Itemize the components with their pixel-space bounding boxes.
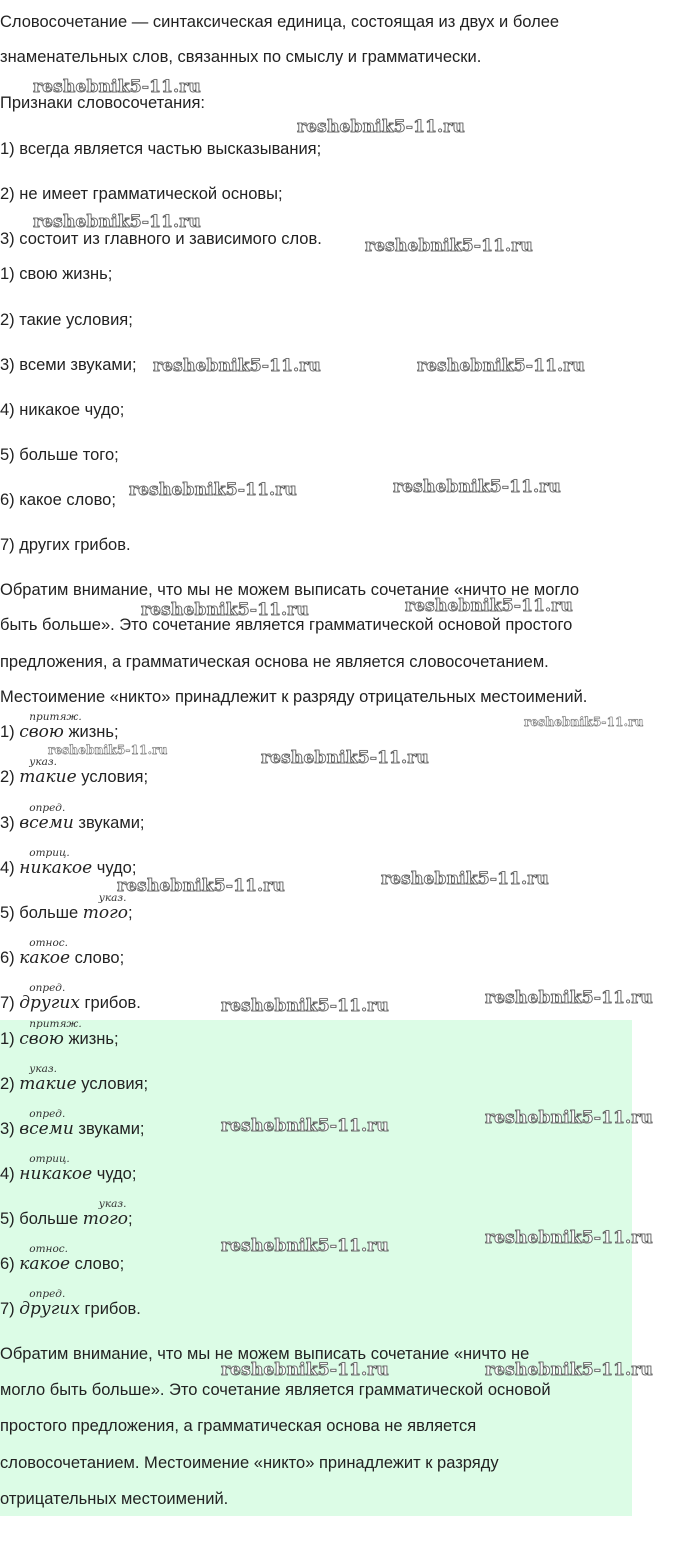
answer-annotated-item: 7) опред. других грибов. [0, 1299, 141, 1319]
answer-note-line: словосочетанием. Местоимение «никто» принадлежит к разряду [0, 1454, 499, 1472]
list-item: 7) других грибов. [0, 536, 131, 554]
watermark: reshebnik5-11.ru [485, 988, 653, 1008]
answer-annotated-item: 3) опред. всеми звуками; [0, 1119, 145, 1139]
annotated-word: свою [19, 722, 64, 742]
list-item: 1) свою жизнь; [0, 265, 113, 283]
annotated-item: 5) больше указ. того; [0, 903, 133, 923]
answer-annotated-item: 4) отриц. никакое чудо; [0, 1164, 136, 1184]
annotation-mark: отриц. [29, 1153, 70, 1165]
watermark: reshebnik5-11.ru [33, 77, 201, 97]
watermark: reshebnik5-11.ru [381, 869, 549, 889]
annotation-mark: опред. [29, 1108, 66, 1120]
answer-note-line: Обратим внимание, что мы не можем выписать сочетание «ничто не [0, 1345, 530, 1363]
annotated-item: 7) опред. других грибов. [0, 993, 141, 1013]
signs-title: Признаки словосочетания: [0, 94, 205, 112]
watermark: reshebnik5-11.ru [221, 1236, 389, 1256]
sign-item: 1) всегда является частью высказывания; [0, 140, 322, 158]
annotated-item: 6) относ. какое слово; [0, 948, 124, 968]
definition-line-2: знаменательных слов, связанных по смыслу и грамматически. [0, 48, 482, 66]
watermark: reshebnik5-11.ru [117, 876, 285, 896]
watermark: reshebnik5-11.ru [485, 1360, 653, 1380]
note-line: Обратим внимание, что мы не можем выписать сочетание «ничто не могло [0, 581, 580, 599]
annotation-mark: притяж. [29, 711, 82, 723]
answer-annotated-item: 6) относ. какое слово; [0, 1254, 124, 1274]
annotation-mark: относ. [29, 1243, 68, 1255]
watermark: reshebnik5-11.ru [141, 600, 309, 620]
watermark: reshebnik5-11.ru [485, 1228, 653, 1248]
watermark: reshebnik5-11.ru [48, 743, 168, 757]
annotation-mark: опред. [29, 982, 66, 994]
watermark: reshebnik5-11.ru [417, 356, 585, 376]
note-line: Местоимение «никто» принадлежит к разряду отрицательных местоимений. [0, 688, 588, 706]
watermark: reshebnik5-11.ru [393, 477, 561, 497]
sign-item: 3) состоит из главного и зависимого слов. [0, 230, 322, 248]
annotation-mark: относ. [29, 937, 68, 949]
annotated-item: 1) притяж. свою жизнь; [0, 722, 119, 742]
note-line: предложения, а грамматическая основа не является словосочетанием. [0, 653, 549, 671]
list-item: 5) больше того; [0, 446, 119, 464]
list-item: 4) никакое чудо; [0, 401, 125, 419]
watermark: reshebnik5-11.ru [261, 748, 429, 768]
annotated-word: других [19, 1299, 80, 1319]
watermark: reshebnik5-11.ru [405, 596, 573, 616]
annotation-mark: указ. [29, 756, 57, 768]
watermark: reshebnik5-11.ru [129, 480, 297, 500]
annotation-mark: отриц. [29, 847, 70, 859]
watermark: reshebnik5-11.ru [221, 1116, 389, 1136]
annotated-word: какое [19, 948, 70, 968]
watermark: reshebnik5-11.ru [153, 356, 321, 376]
list-item: 6) какое слово; [0, 491, 116, 509]
sign-item: 2) не имеет грамматической основы; [0, 185, 283, 203]
annotated-word: такие [19, 1074, 77, 1094]
watermark: reshebnik5-11.ru [221, 1360, 389, 1380]
watermark: reshebnik5-11.ru [221, 996, 389, 1016]
watermark: reshebnik5-11.ru [297, 117, 465, 137]
annotated-word: никакое [19, 1164, 93, 1184]
answer-note-line: простого предложения, а грамматическая основа не является [0, 1417, 477, 1435]
watermark: reshebnik5-11.ru [524, 715, 644, 729]
annotated-word: всеми [19, 813, 74, 833]
watermark: reshebnik5-11.ru [485, 1108, 653, 1128]
annotated-word: никакое [19, 858, 93, 878]
annotated-word: того [82, 903, 128, 923]
annotation-mark: опред. [29, 802, 66, 814]
annotation-mark: опред. [29, 1288, 66, 1300]
list-item: 2) такие условия; [0, 311, 133, 329]
annotated-word: других [19, 993, 80, 1013]
annotated-word: какое [19, 1254, 70, 1274]
annotated-item: 3) опред. всеми звуками; [0, 813, 145, 833]
answer-annotated-item: 5) больше указ. того; [0, 1209, 133, 1229]
annotated-word: такие [19, 767, 77, 787]
answer-annotated-item: 2) указ. такие условия; [0, 1074, 148, 1094]
annotated-item: 2) указ. такие условия; [0, 767, 148, 787]
answer-note-line: отрицательных местоимений. [0, 1490, 229, 1508]
annotated-word: свою [19, 1029, 64, 1049]
annotated-word: того [82, 1209, 128, 1229]
definition-line-1: Словосочетание — синтаксическая единица, состоящая из двух и более [0, 13, 560, 31]
annotated-item: 4) отриц. никакое чудо; [0, 858, 136, 878]
watermark: reshebnik5-11.ru [365, 236, 533, 256]
list-item: 3) всеми звуками; [0, 356, 137, 374]
annotation-mark: указ. [98, 1198, 127, 1210]
annotation-mark: притяж. [29, 1018, 82, 1030]
annotation-mark: указ. [98, 892, 127, 904]
answer-annotated-item: 1) притяж. свою жизнь; [0, 1029, 119, 1049]
annotated-word: всеми [19, 1119, 74, 1139]
answer-note-line: могло быть больше». Это сочетание является грамматической основой [0, 1381, 551, 1399]
watermark: reshebnik5-11.ru [33, 212, 201, 232]
note-line: быть больше». Это сочетание является грамматической основой простого [0, 616, 573, 634]
annotation-mark: указ. [29, 1063, 57, 1075]
